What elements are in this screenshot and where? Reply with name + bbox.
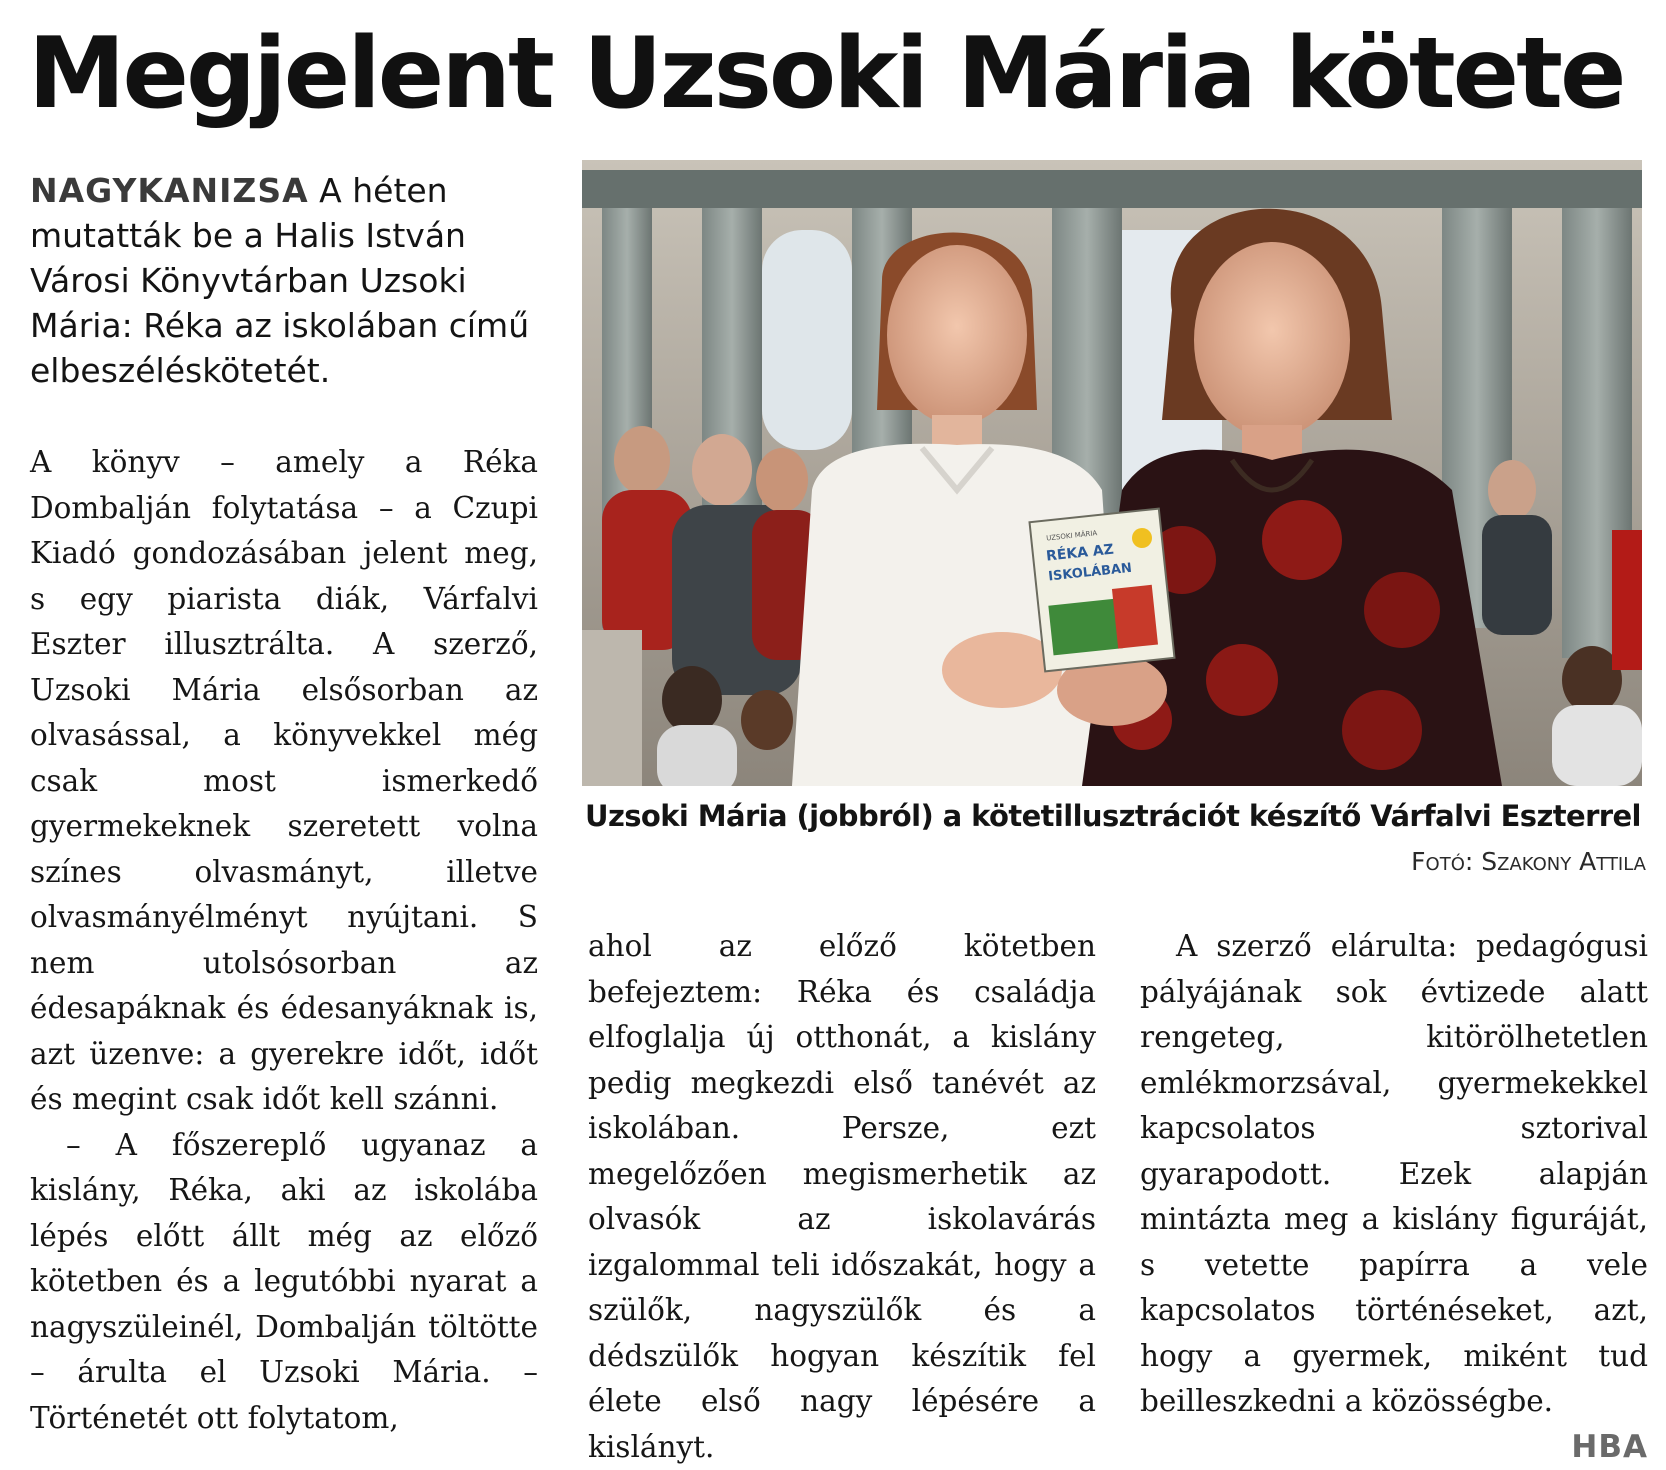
lead-text: A héten mutatták be a Halis István Városi Könyvtárban Uzsoki Mária: Réka az iskolában című elbeszéléskötetét. [30,171,529,390]
body-paragraph [1140,924,1648,1425]
body-column-2 [588,924,1096,1470]
body-paragraph: – A főszereplő ugyanaz a kislány, Réka, aki az iskolába lépés előtt állt még az előző kötetben és a legutóbbi nyarat a nagyszüleinél, Dombalján töltötte – árulta el Uzsoki Mária. – Történetét ott folytatom, [30,1123,538,1442]
dateline-location: NAGYKANIZSA [30,171,309,210]
photo-caption: Uzsoki Mária (jobbról) a kötetillusztrációt készítő Várfalvi Eszterrel [585,796,1645,836]
book-title-line1: RÉKA AZ [1045,541,1114,565]
body-paragraph: ahol az előző kötetben befejeztem: Réka és családja elfoglalja új otthonát, a kislány pedig megkezdi első tanévét az iskolában. Persze, ezt megelőzően megismerhetik az olvasók az iskolavárás izgalommal teli időszakát, hogy a szülők, nagyszülők és a dédszülők hogyan készítik fel élete első nagy lépésére a kislányt. [588,924,1096,1470]
photo-illustration [582,160,1642,786]
body-column-3 [1140,924,1648,1470]
body-paragraph-text: A szerző elárulta: pedagógusi pályájának sok évtizede alatt rengeteg, kitörölhetetlen emlékmorzsával, gyermekekkel kapcsolatos sztorival gyarapodott. Ezek alapján mintázta meg a kislány figuráját, s vetette papírra a vele kapcsolatos történéseket, azt, hogy a gyermek, miként tud beilleszkedni a közösségbe. [1140,929,1648,1418]
author-signature: HBA [1535,1425,1648,1470]
book-author: UZSOKI MÁRIA [1046,528,1098,542]
lead-paragraph [30,168,540,393]
article-photo [582,160,1642,786]
book-title-line2: ISKOLÁBAN [1047,560,1132,585]
body-column-1 [30,440,538,1441]
window [762,230,852,450]
photo-credit: Fotó: Szakony Attila [1411,845,1646,879]
book-cover [1030,509,1175,672]
body-paragraph: A könyv – amely a Réka Dombalján folytatása – a Czupi Kiadó gondozásában jelent meg, s egy piarista diák, Várfalvi Eszter illusztrálta. A szerző, Uzsoki Mária elsősorban az olvasással, a könyvekkel még csak most ismerkedő gyermekeknek szeretett volna színes olvasmányt, illetve olvasmányélményt nyújtani. S nem utolsósorban az édesapáknak és édesanyáknak is, azt üzenve: a gyerekre időt, időt és megint csak időt kell szánni. [30,440,538,1123]
headline: Megjelent Uzsoki Mária kötete [28,14,1638,134]
